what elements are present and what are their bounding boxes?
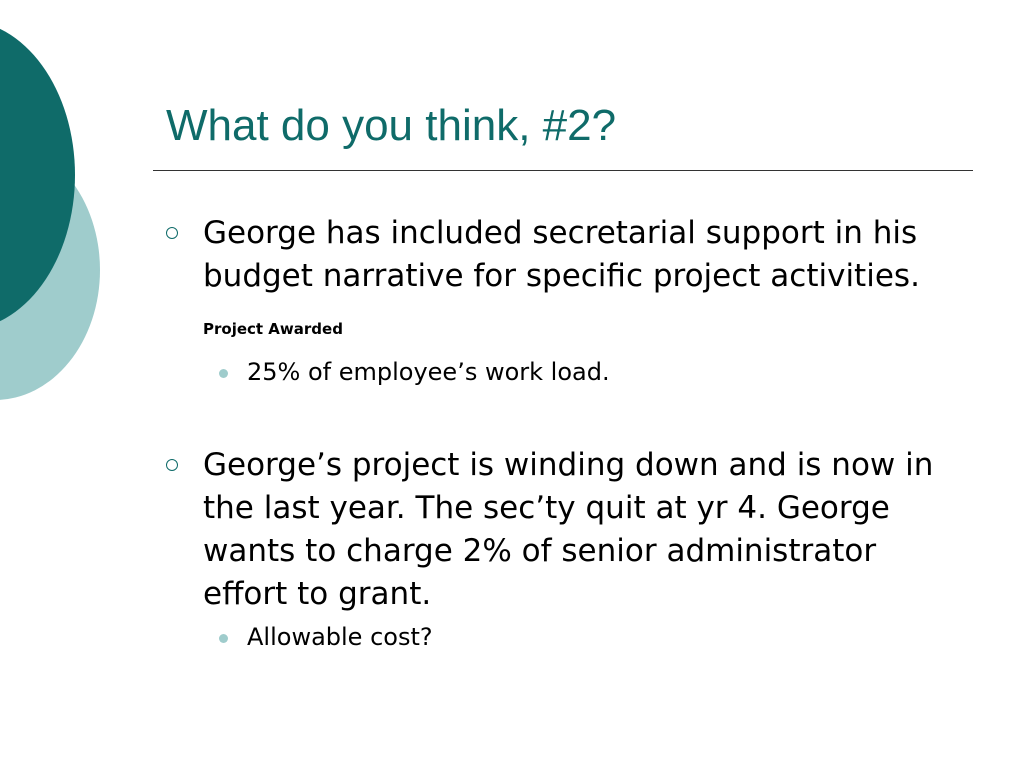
sub-bullet-2: [166, 620, 966, 654]
bullet-1-period: .: [910, 258, 920, 294]
sub-bullet-1: [166, 355, 966, 389]
dot-bullet-icon: [219, 634, 228, 643]
sub-bullet-1-text: 25% of employee’s work load.: [247, 358, 610, 386]
hollow-circle-bullet-icon: [166, 459, 178, 471]
bullet-item-2: [166, 444, 966, 654]
slide-title: What do you think, #2?: [166, 101, 617, 150]
sub-bullet-2-text: Allowable cost?: [247, 623, 433, 651]
bullet-1-text: George has included secretarial support in his budget narrative for specific project activities: [203, 215, 918, 294]
bullet-2-text-block: [166, 444, 963, 616]
bullet-1-text-block: [166, 212, 963, 351]
bullet-item-1: [166, 212, 966, 389]
title-divider: [153, 170, 973, 171]
project-awarded-note: Project Awarded: [203, 320, 343, 338]
dot-bullet-icon: [219, 369, 228, 378]
bullet-2-text: George’s project is winding down and is now in the last year. The sec’ty quit at yr 4. George wants to charge 2% of senior administrator effort to grant.: [203, 447, 934, 612]
hollow-circle-bullet-icon: [166, 227, 178, 239]
